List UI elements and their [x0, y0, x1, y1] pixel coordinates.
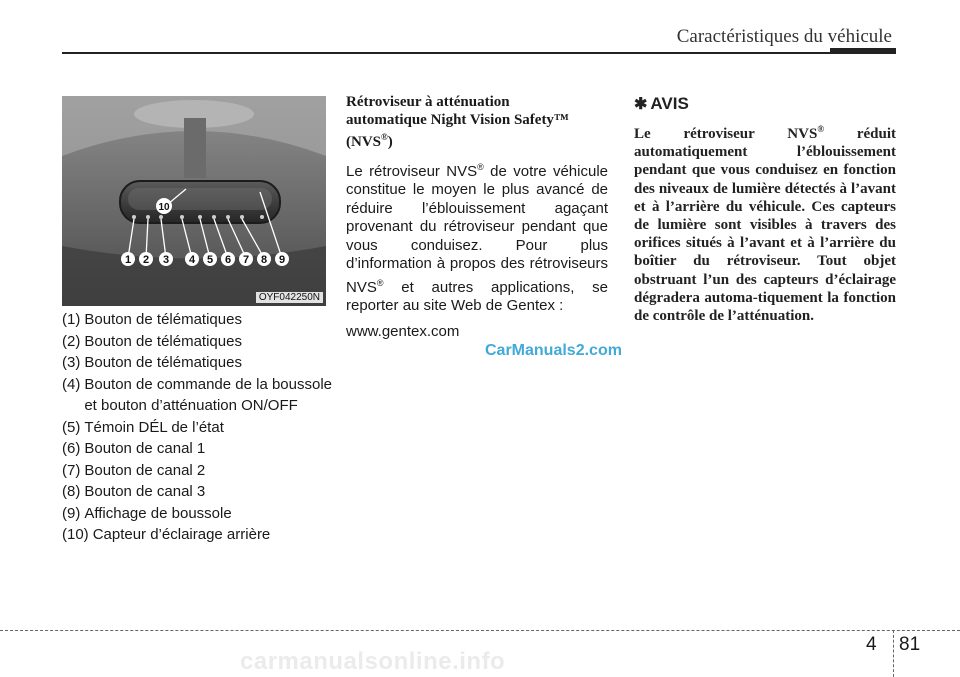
svg-text:8: 8: [260, 254, 268, 266]
svg-text:5: 5: [206, 254, 214, 266]
carmanuals-watermark: CarManuals2.com: [485, 342, 622, 359]
callout-2: [139, 252, 153, 266]
legend-item: (4) Bouton de commande de la boussole et bouton d’atténuation ON/OFF: [62, 375, 333, 414]
footer-rule: [0, 630, 960, 631]
legend-item: (2) Bouton de télématiques: [62, 332, 242, 350]
mirror-figure: [62, 96, 326, 306]
gentex-url: www.gentex.com: [346, 322, 460, 340]
header-rule: [62, 52, 896, 54]
callout-9: [275, 252, 289, 266]
legend-item: (3) Bouton de télématiques: [62, 354, 242, 371]
legend-item: (1) Bouton de télématiques: [62, 311, 242, 328]
star-icon: ✱: [634, 96, 648, 113]
figure-code: OYF042250N: [256, 292, 323, 303]
callout-6: [221, 252, 235, 266]
header-title: Caractéristiques du véhicule: [676, 26, 892, 47]
svg-text:7: 7: [242, 254, 250, 266]
site-watermark: carmanualsonline.info: [240, 648, 506, 675]
notice-body: Le rétroviseur NVS® réduit automatiquement l’éblouissement pendant que vous conduisez en fonction des niveaux de lumière détectés à l’avant et à l’arrière du véhicule. Ces capteurs de lumière sont visibles à travers des orifices situés à l’avant et à l’arrière du boîtier du rétroviseur. Tout objet obstruant l’un des capteurs d’éclairage dégradera automa-tiquement la fonction de contrôle de l’atténuation.: [634, 124, 896, 325]
svg-text:9: 9: [278, 254, 286, 266]
footer-divider: [893, 630, 894, 677]
callout-8: [257, 252, 271, 266]
svg-text:4: 4: [188, 254, 196, 266]
section-heading: Rétroviseur à atténuation automatique Night Vision Safety™ (NVS®): [346, 94, 569, 150]
legend-item: (7) Bouton de canal 2: [62, 461, 206, 479]
callout-10: [156, 198, 172, 214]
svg-text:3: 3: [162, 254, 170, 266]
legend-item: (8) Bouton de canal 3: [62, 483, 206, 500]
chapter-number: 4: [866, 634, 877, 655]
svg-text:2: 2: [142, 254, 150, 266]
legend-item: (9) Affichage de boussole: [62, 504, 232, 522]
callout-3: [159, 252, 173, 266]
notice-box: [634, 94, 896, 325]
legend-item: (5) Témoin DÉL de l’état: [62, 418, 224, 436]
svg-text:10: 10: [158, 202, 170, 213]
legend-item: (6) Bouton de canal 1: [62, 440, 206, 457]
legend-list: [62, 309, 332, 546]
legend-item: (10) Capteur d’éclairage arrière: [62, 526, 271, 543]
callout-7: [239, 252, 253, 266]
section-paragraph: Le rétroviseur NVS® de votre véhicule constitue le moyen le plus avancé de réduire l’éblouissement agaçant provenant du rétroviseur pendant que vous conduisez. Pour plus d’information à propos des rétroviseurs NVS® et autres applications, se reporter au site Web de Gentex :: [346, 161, 609, 314]
nvs-section: [346, 94, 608, 340]
svg-text:6: 6: [224, 254, 232, 266]
page-number: 81: [899, 634, 921, 655]
callout-1: [121, 252, 135, 266]
svg-text:1: 1: [124, 254, 132, 266]
callout-5: [203, 252, 217, 266]
notice-title: ✱ AVIS: [634, 94, 689, 113]
rearview-mirror-photo: [62, 96, 326, 306]
header-tab: [830, 48, 896, 54]
callout-4: [185, 252, 199, 266]
